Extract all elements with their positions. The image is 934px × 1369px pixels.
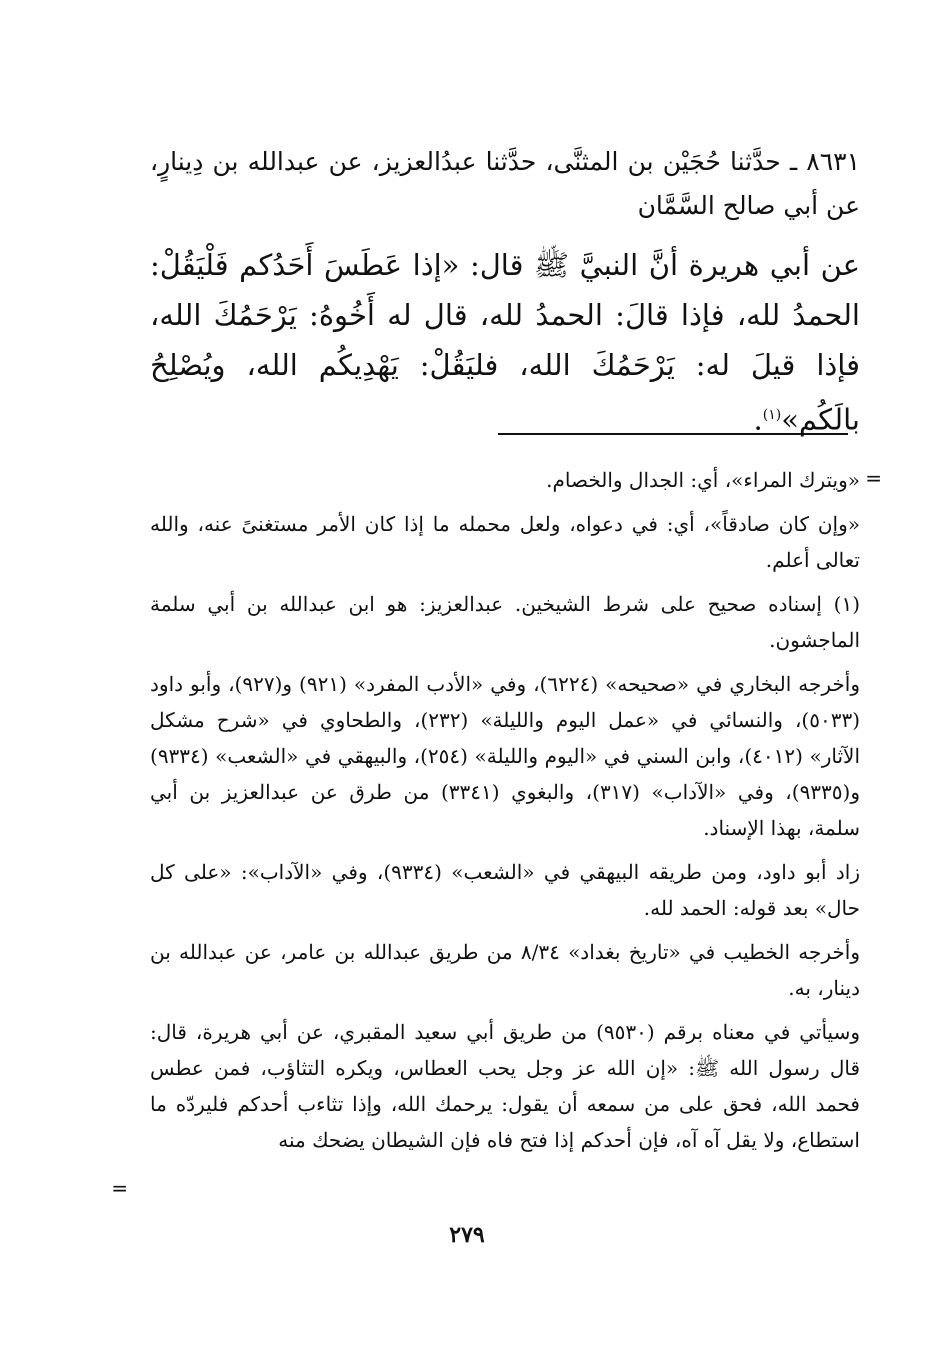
footnote-1-e: وسيأتي في معناه برقم (٩٥٣٠) من طريق أبي سعيد المقبري، عن أبي هريرة، قال: قال رسول الله ﷺ: «إن الله عز وجل يحب العطاس، ويكره التثاؤب، فمن عطس فحمد الله، فحق على من سمعه أن يقول: يرحمك الله، وإذا تثاءب أحدكم فليردّه ما استطاع، ولا يقل آه آه، فإن أحدكم إذا فتح فاه فإن الشيطان يضحك منه bbox=[150, 1020, 861, 1152]
footnote-1-c: زاد أبو داود، ومن طريقه البيهقي في «الشعب» (٩٣٣٤)، وفي «الآداب»: «على كل حال» بعد قوله: الحمد لله. bbox=[150, 860, 861, 920]
footnote-1-b: وأخرجه البخاري في «صحيحه» (٦٢٢٤)، وفي «الأدب المفرد» (٩٢١) و(٩٢٧)، وأبو داود (٥٠٣٣)، والنسائي في «عمل اليوم والليلة» (٢٣٢)، والطحاوي في «شرح مشكل الآثار» (٤٠١٢)، وابن السني في «اليوم والليلة» (٢٥٤)، والبيهقي في «الشعب» (٩٣٣٤) و(٩٣٣٥)، وفي «الآداب» (٣١٧)، والبغوي (٣٣٤١) من طرق عن عبدالعزيز بن أبي سلمة، بهذا الإسناد. bbox=[150, 672, 861, 840]
footnote-continued-2: «وإن كان صادقاً»، أي: في دعواه، ولعل محمله ما إذا كان الأمر مستغنىً عنه، والله تعالى أعلم. bbox=[150, 512, 860, 572]
hadith-chain: ٨٦٣١ ـ حدَّثنا حُجَيْن بن المثنَّى، حدَّثنا عبدُالعزيز، عن عبدالله بن دِينارٍ، عن أبي صالح السَّمَّان bbox=[150, 147, 860, 220]
hadith-matn-text: عن أبي هريرة أنَّ النبيَّ ﷺ قال: «إذا عَطَسَ أَحَدُكم فَلْيَقُلْ: الحمدُ لله، فإذا قالَ: الحمدُ لله، قال له أَخُوهُ: يَرْحَمُكَ الله، فإذا قيلَ له: يَرْحَمُكَ الله، فليَقُلْ: يَهْدِيكُم الله، ويُصْلِحُ بالَكُم» bbox=[150, 248, 860, 437]
continued-mark-top: = bbox=[865, 466, 882, 490]
page-number: ٢٧٩ bbox=[449, 1222, 485, 1248]
footnotes bbox=[150, 462, 860, 1166]
footnote-continued-1: «ويترك المراء»، أي: الجدال والخصام. bbox=[546, 468, 860, 492]
footnote-1-a: (١) إسناده صحيح على شرط الشيخين. عبدالعزيز: هو ابن عبدالله بن أبي سلمة الماجشون. bbox=[150, 592, 860, 652]
footnote-divider bbox=[498, 433, 848, 435]
footnote-1-d: وأخرجه الخطيب في «تاريخ بغداد» ٨/٣٤ من طريق عبدالله بن عامر، عن عبدالله بن دينار، به. bbox=[150, 940, 861, 1000]
continued-mark-bottom: = bbox=[111, 1176, 128, 1200]
hadith-block bbox=[150, 140, 860, 445]
hadith-matn: عن أبي هريرة أنَّ النبيَّ ﷺ قال: «إذا عَطَسَ أَحَدُكم فَلْيَقُلْ: الحمدُ لله، فإذا قالَ: الحمدُ لله، قال له أَخُوهُ: يَرْحَمُكَ الله، فإذا قيلَ له: يَرْحَمُكَ الله، فليَقُلْ: يَهْدِيكُم الله، ويُصْلِحُ بالَكُم»$^{(١)}$. bbox=[150, 248, 860, 437]
footnote-ref[interactable]: (١) bbox=[762, 407, 782, 423]
